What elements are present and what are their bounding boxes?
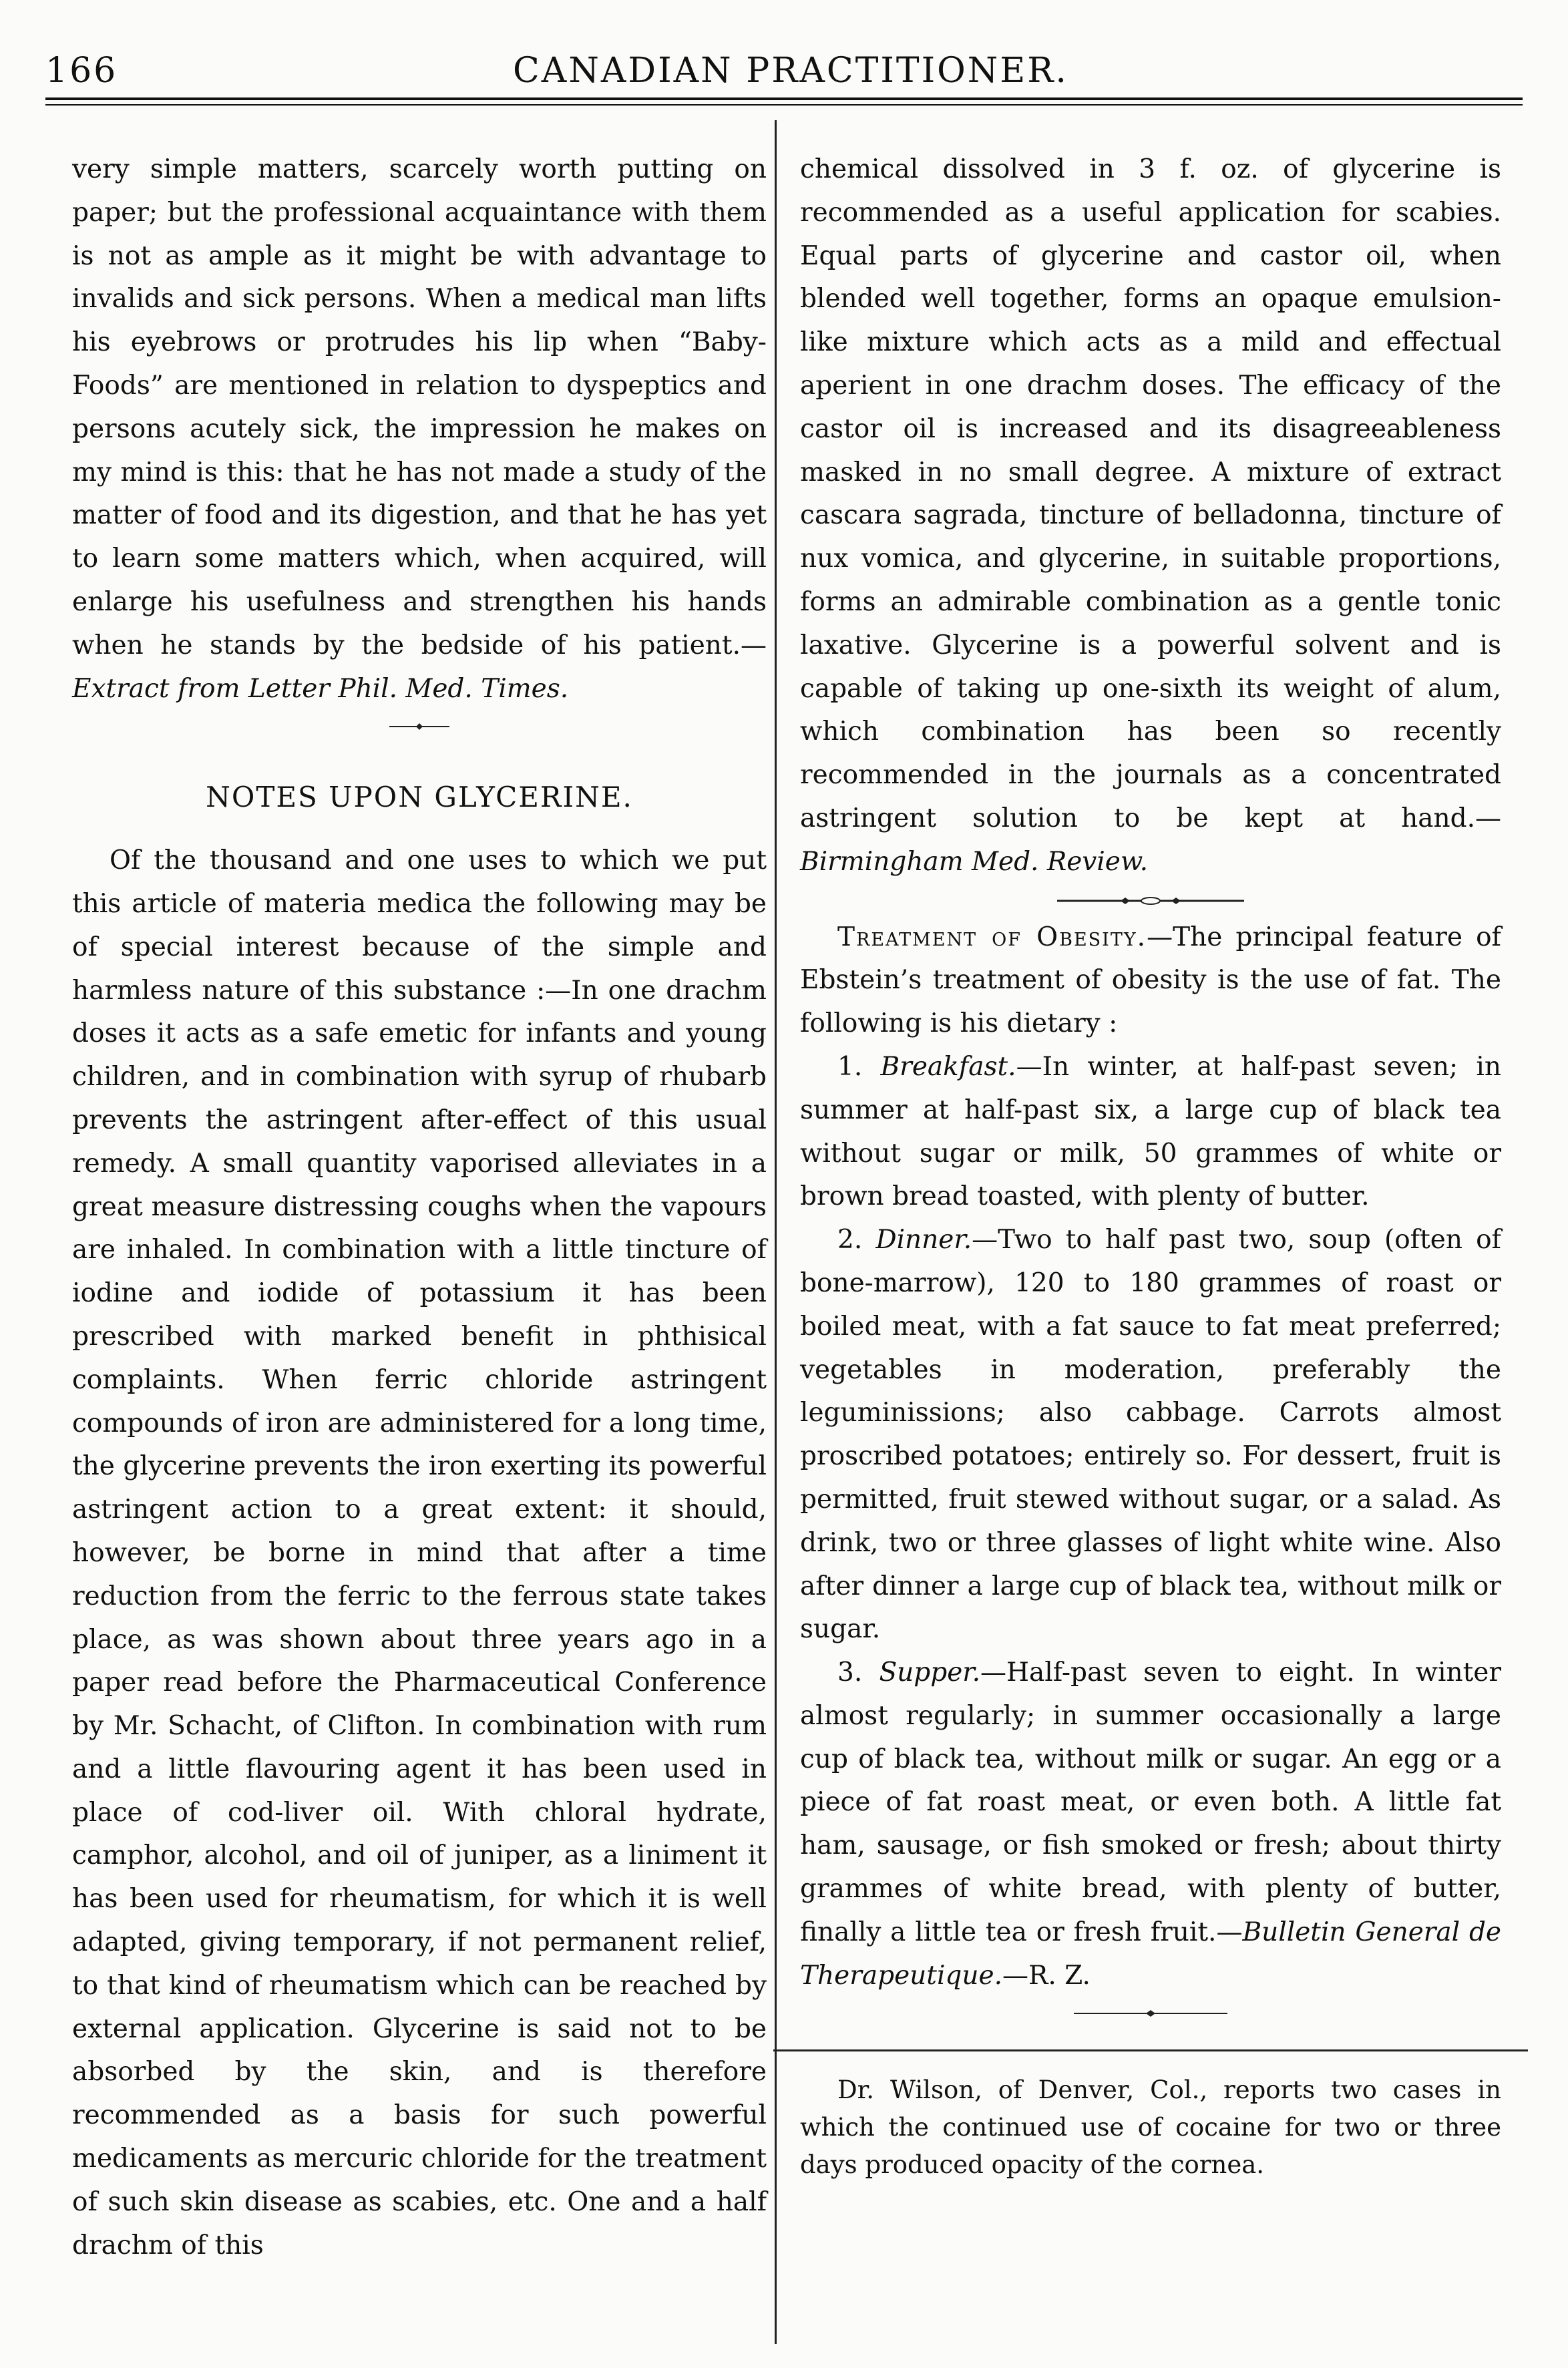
glycerine-citation: Birmingham Med. Review.	[800, 846, 1149, 877]
supper-text: —Half-past seven to eight. In winter almost regularly; in summer occasionally a large cup of black tea, without milk or sugar. An egg or a piece of fat roast meat, or even both. A little fat ham, sausage, or fish smoked or fresh; about thirty grammes of white bread, with plenty of butter, finally a little tea or fresh fruit.—	[800, 1657, 1502, 1947]
supper-citation: Bulletin General de Therapeutique.	[800, 1917, 1501, 1991]
right-column	[800, 148, 1501, 2184]
cocaine-note: Dr. Wilson, of Denver, Col., reports two cases in which the continued use of cocaine for two or three days produced opacity of the cornea.	[800, 2076, 1501, 2180]
breakfast-number: 1.	[837, 1051, 863, 1082]
glycerine-continued-text: chemical dissolved in 3 f. oz. of glycerine is recommended as a useful application for scabies. Equal parts of glycerine and castor oil, when blended well together, forms an opaque emulsion-like mixture which acts as a mild and effectual aperient in one drachm doses. The efficacy of the castor oil is increased and its disagreeableness masked in no small degree. A mixture of extract cascara sagrada, tincture of belladonna, tincture of nux vomica, and glycerine, in suitable proportions, forms an admirable combination as a gentle tonic laxative. Glycerine is a powerful solvent and is capable of taking up one-sixth its weight of alum, which combination has been so recently recommended in the journals as a concentrated astringent solution to be kept at hand.—	[800, 154, 1501, 833]
supper-signature: —R. Z.	[1002, 1960, 1091, 1991]
section-ornament	[800, 884, 1501, 916]
supper-label: Supper.	[879, 1657, 981, 1688]
dinner-number: 2.	[837, 1225, 863, 1255]
dinner-paragraph	[800, 1219, 1501, 1651]
glycerine-continued	[800, 148, 1501, 884]
column-divider	[775, 120, 777, 2344]
obesity-intro-text: —The principal feature of Ebstein’s treatment of obesity is the use of fat. The following is his dietary :	[800, 922, 1501, 1039]
ornament-rule-icon	[389, 723, 449, 731]
dinner-label: Dinner.	[875, 1225, 972, 1255]
left-column	[72, 148, 767, 2267]
obesity-title: Treatment of Obesity.	[837, 922, 1147, 952]
header-rule-thin	[45, 104, 1523, 106]
obesity-intro	[800, 916, 1501, 1046]
baby-foods-text: very simple matters, scarcely worth putting on paper; but the professional acquaintance with them is not as ample as it might be with advantage to invalids and sick persons. When a medical man lifts his eyebrows or protrudes his lip when “Baby-Foods” are mentioned in relation to dyspeptics and persons acutely sick, the impression he makes on my mind is this: that he has not made a study of the matter of food and its digestion, and that he has yet to learn some matters which, when acquired, will enlarge his usefulness and strengthen his hands when he stands by the bedside of his patient.—	[72, 154, 767, 660]
ornament-rule-icon	[1057, 896, 1244, 906]
baby-foods-citation: Extract from Letter Phil. Med. Times.	[72, 673, 569, 704]
header-rule	[45, 97, 1523, 100]
glycerine-heading: NOTES UPON GLYCERINE.	[206, 781, 633, 814]
running-header	[45, 39, 1523, 100]
breakfast-text: —In winter, at half-past seven; in summer at half-past six, a large cup of black tea without sugar or milk, 50 grammes of white or brown bread toasted, with plenty of butter.	[800, 1051, 1501, 1212]
running-title: CANADIAN PRACTITIONER.	[513, 51, 1068, 91]
supper-paragraph	[800, 1651, 1501, 1997]
dinner-text: —Two to half past two, soup (often of bone-marrow), 120 to 180 grammes of roast or boiled meat, with a fat sauce to fat meat preferred; vegetables in moderation, preferably the leguminissions; also cabbage. Carrots almost proscribed potatoes; entirely so. For dessert, fruit is permitted, fruit stewed without sugar, or a salad. As drink, two or three glasses of light white wine. Also after dinner a large cup of black tea, without milk or sugar.	[800, 1225, 1501, 1645]
glycerine-paragraph: Of the thousand and one uses to which we put this article of materia medica the following may be of special interest because of the simple and harmless nature of this substance :—In one drachm doses it acts as a safe emetic for infants and young children, and in combination with syrup of rhubarb prevents the astringent after-effect of this usual remedy. A small quantity vaporised alleviates in a great measure distressing coughs when the vapours are inhaled. In combination with a little tincture of iodine and iodide of potassium it has been prescribed with marked benefit in phthisical complaints. When ferric chloride astringent compounds of iron are administered for a long time, the glycerine prevents the iron exerting its powerful astringent action to a great extent: it should, however, be borne in mind that after a time reduction from the ferric to the ferrous state takes place, as was shown about three years ago in a paper read before the Pharmaceutical Conference by Mr. Schacht, of Clifton. In combination with rum and a little flavouring agent it has been used in place of cod-liver oil. With chloral hydrate, camphor, alcohol, and oil of juniper, as a liniment it has been used for rheumatism, for which it is well adapted, giving temporary, if not permanent relief, to that kind of rheumatism which can be reached by external application. Glycerine is said not to be absorbed by the skin, and is therefore recommended as a basis for such powerful medicaments as mercuric chloride for the treatment of such skin disease as scabies, etc. One and a half drachm of this	[72, 845, 767, 2260]
section-ornament	[72, 711, 767, 743]
page-number: 166	[45, 51, 118, 91]
section-rule	[773, 2049, 1528, 2051]
supper-number: 3.	[837, 1657, 863, 1688]
breakfast-paragraph	[800, 1046, 1501, 1219]
breakfast-label: Breakfast.	[880, 1051, 1016, 1082]
ornament-rule-icon	[1074, 2009, 1227, 2017]
baby-foods-passage	[72, 148, 767, 711]
section-ornament	[800, 1997, 1501, 2029]
